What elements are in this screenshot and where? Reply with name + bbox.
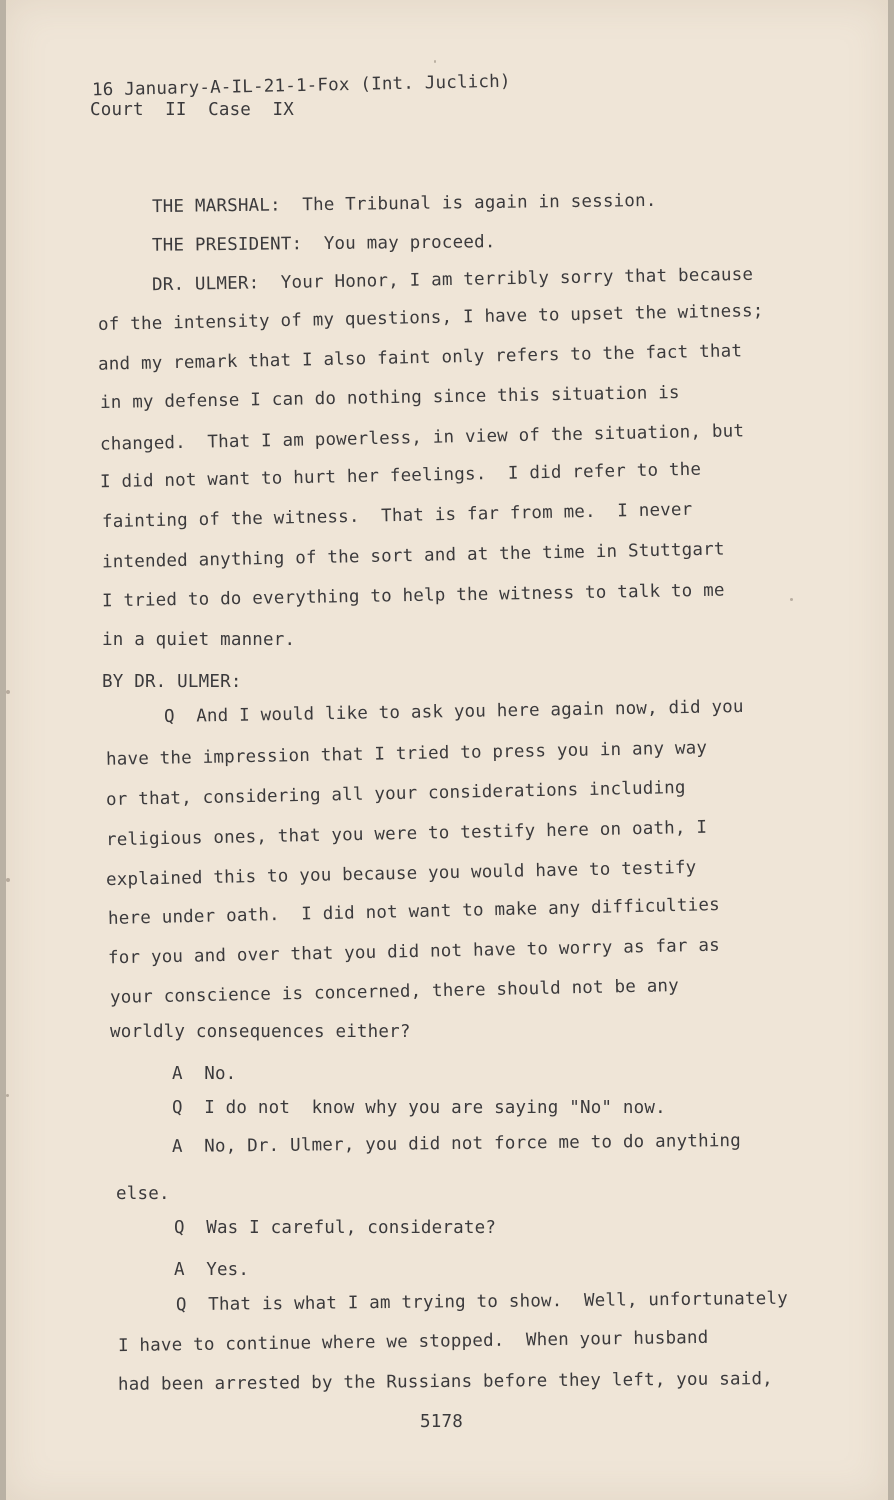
paper-speck [434,60,436,63]
paper-speck [6,1094,9,1097]
text-line: of the intensity of my questions, I have to upset the witness; [97,301,764,335]
text-line: intended anything of the sort and at the time in Stuttgart [101,539,725,573]
text-line: and my remark that I also faint only refers to the fact that [97,341,743,375]
answer-line: A No, Dr. Ulmer, you did not force me to do anything [171,1131,742,1157]
text-line: I did not want to hurt her feelings. I did refer to the [99,459,702,493]
examination-heading: BY DR. ULMER: [102,672,242,692]
question-line: Q I do not know why you are saying "No" now. [172,1098,666,1118]
paper-speck [6,690,10,694]
text-line: worldly consequences either? [110,1022,411,1042]
document-page [6,0,888,1500]
paper-speck [6,878,10,882]
text-line: had been arrested by the Russians before they left, you said, [117,1369,773,1395]
text-line: your conscience is concerned, there should not be any [109,976,680,1008]
question-line: Q And I would like to ask you here again now, did you [163,696,744,728]
text-line: fainting of the witness. That is far from me. I never [101,499,693,533]
question-line: Q That is what I am trying to show. Well, unfortunately [175,1288,789,1316]
page-number: 5178 [420,1412,463,1432]
text-line: I tried to do everything to help the witness to talk to me [101,580,725,612]
question-line: Q Was I careful, considerate? [174,1218,497,1238]
text-line: I have to continue where we stopped. When your husband [117,1327,709,1357]
speaker-line: THE MARSHAL: The Tribunal is again in session. [151,190,657,218]
text-line: have the impression that I tried to press you in any way [105,738,708,770]
text-line: here under oath. I did not want to make any difficulties [107,895,721,929]
text-line: religious ones, that you were to testify here on oath, I [105,817,708,851]
text-line: else. [116,1184,170,1204]
speaker-line: THE PRESIDENT: You may proceed. [151,232,496,256]
text-line: changed. That I am powerless, in view of the situation, but [99,421,745,455]
answer-line: A No. [172,1064,237,1084]
text-line: explained this to you because you would have to testify [105,857,697,891]
header-line-2: Court II Case IX [90,100,294,120]
header-line-1: 16 January-A-IL-21-1-Fox (Int. Juclich) [91,71,511,101]
answer-line: A Yes. [174,1260,250,1280]
text-line: for you and over that you did not have to worry as far as [107,935,721,969]
paper-speck [790,598,793,601]
text-line: or that, considering all your considerations including [105,777,686,811]
text-line: in my defense I can do nothing since this situation is [99,382,680,414]
text-line: in a quiet manner. [102,630,296,650]
speaker-line: DR. ULMER: Your Honor, I am terribly sorry that because [151,264,754,296]
